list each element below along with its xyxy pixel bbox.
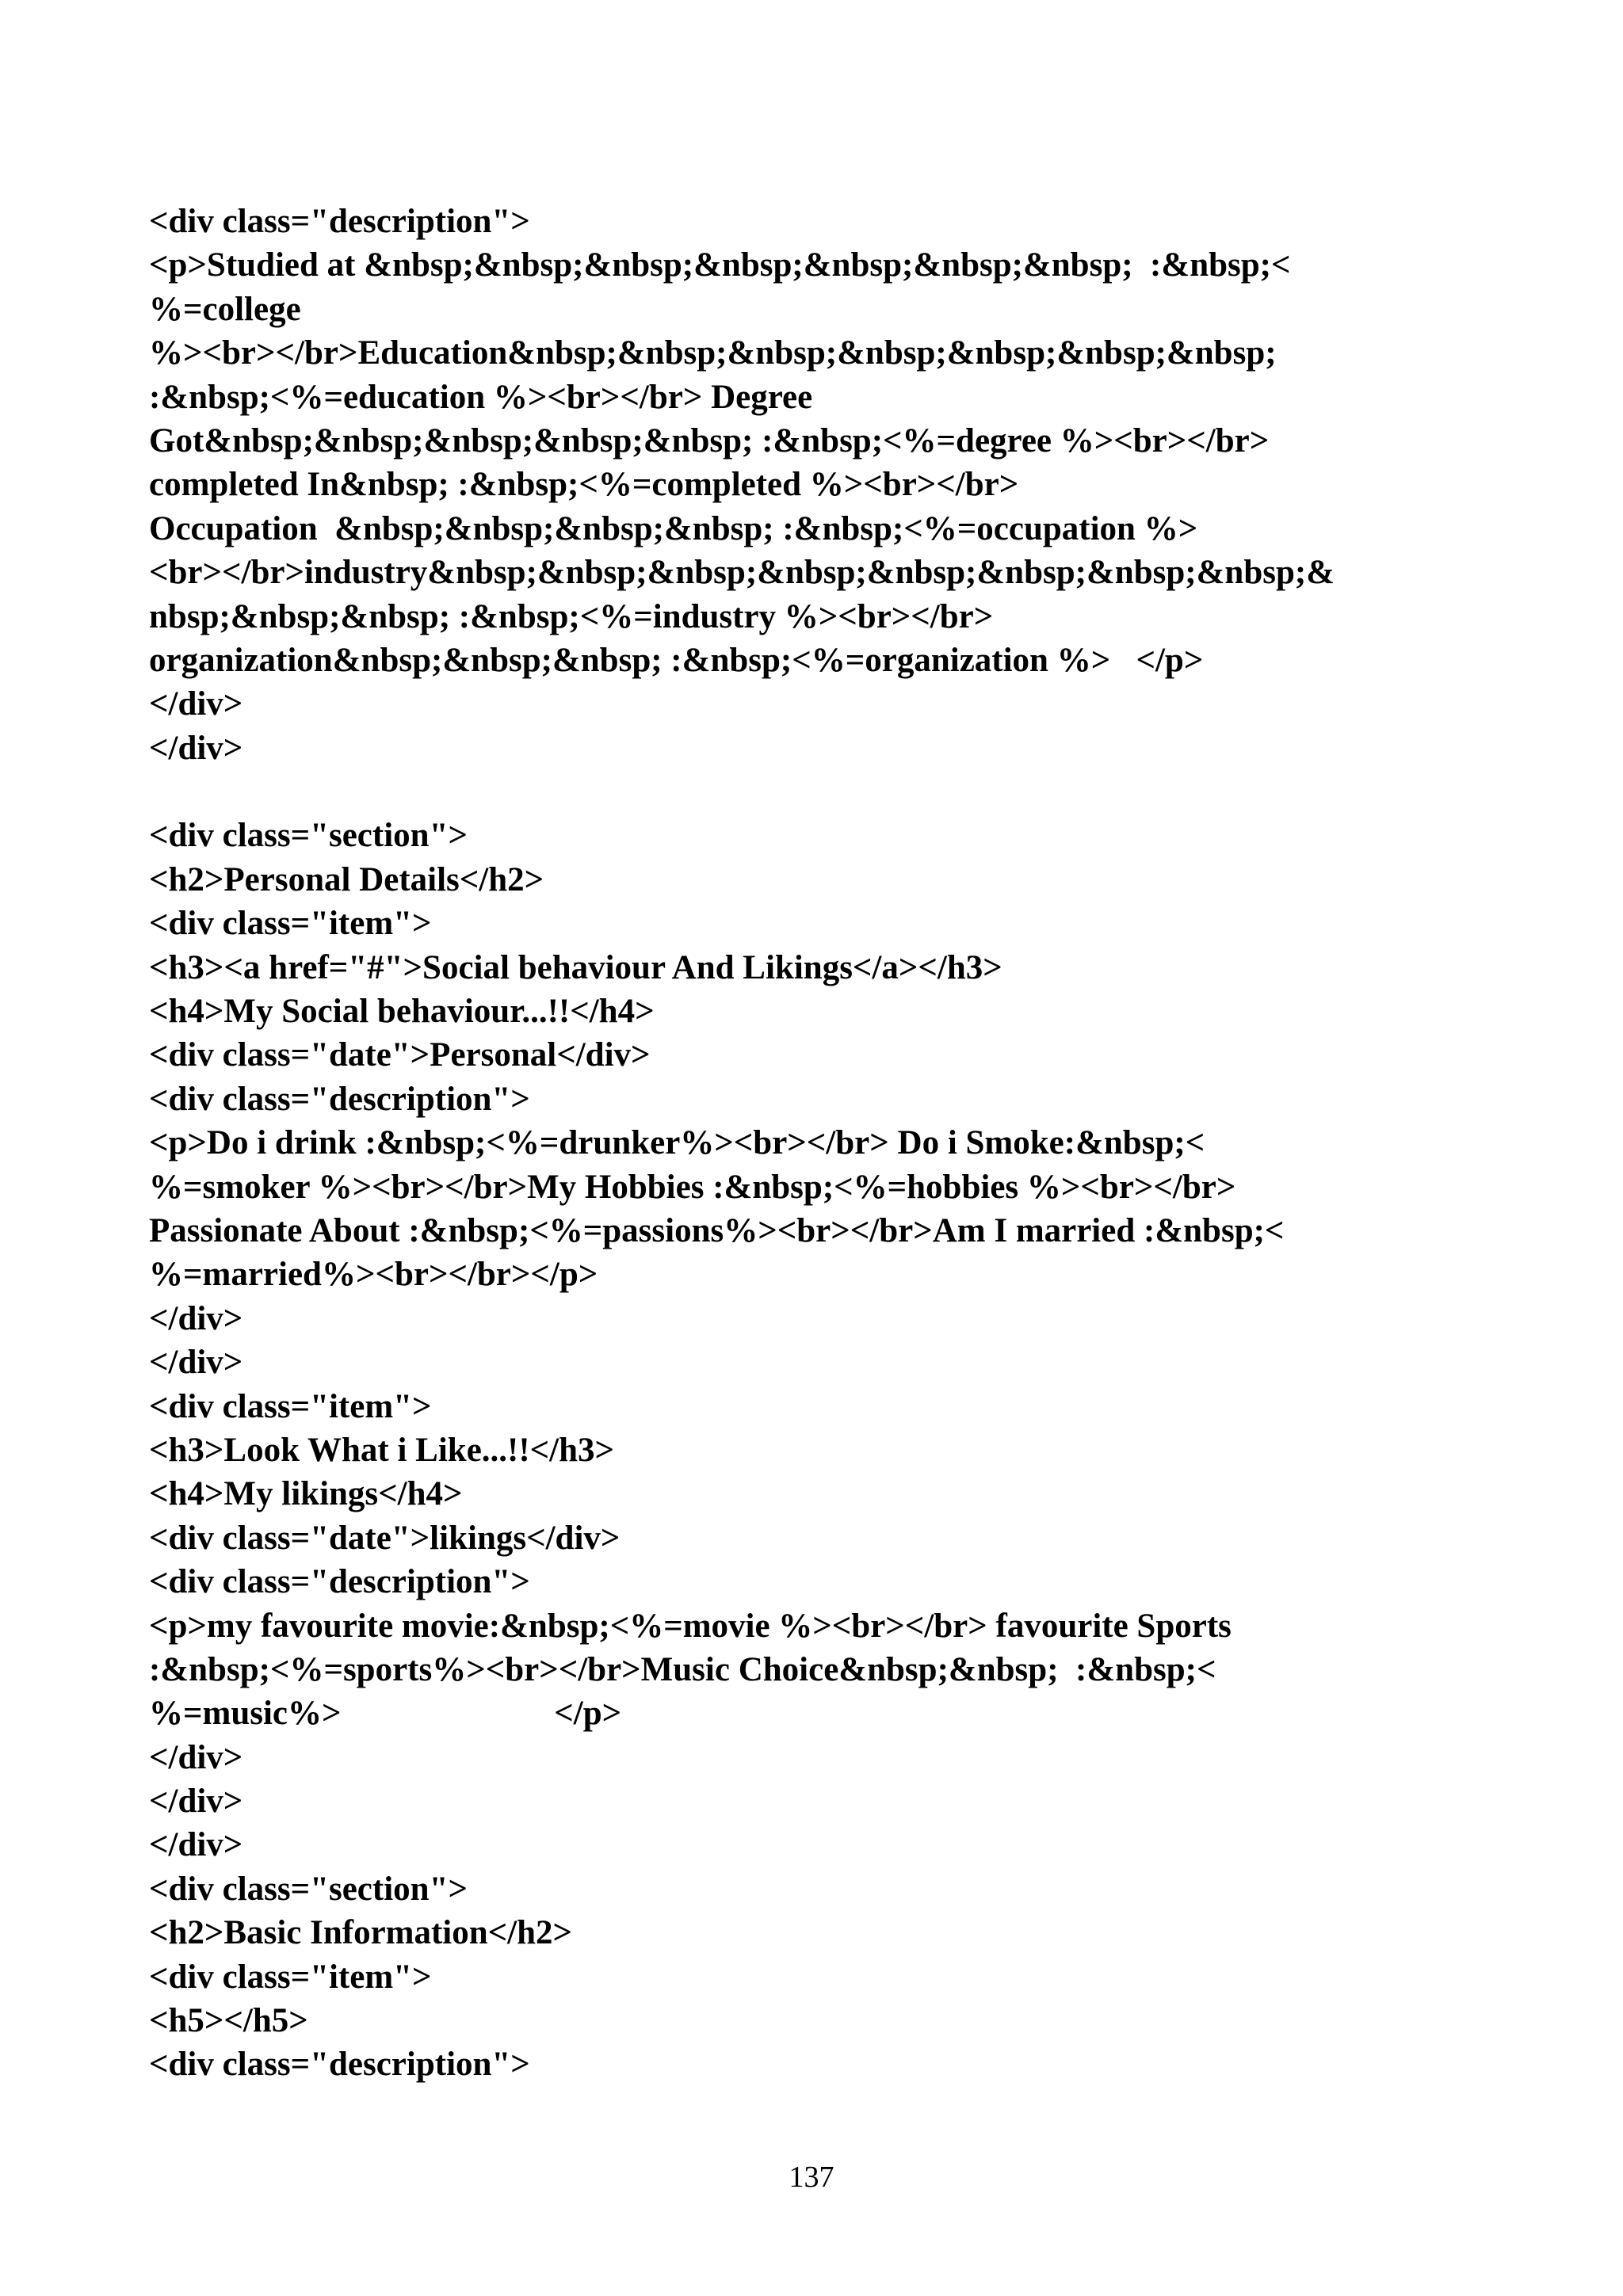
code-line: <div class="section"> <box>149 1870 468 1908</box>
code-line: </div> <box>149 1783 243 1821</box>
code-line: <div class="description"> <box>149 203 530 240</box>
code-line: <div class="item"> <box>149 1387 432 1425</box>
code-line: :&nbsp;<%=sports%><br></br>Music Choice&nbsp;&nbsp; :&nbsp;< <box>149 1650 1216 1688</box>
code-line: %=college <box>149 290 301 328</box>
code-line: Occupation &nbsp;&nbsp;&nbsp;&nbsp; :&nbsp;<%=occupation %> <box>149 509 1198 547</box>
code-line: <p>Studied at &nbsp;&nbsp;&nbsp;&nbsp;&nbsp;&nbsp;&nbsp; :&nbsp;< <box>149 246 1291 284</box>
code-line: completed In&nbsp; :&nbsp;<%=completed %><br></br> <box>149 466 1019 504</box>
code-line: Got&nbsp;&nbsp;&nbsp;&nbsp;&nbsp; :&nbsp;<%=degree %><br></br> <box>149 421 1270 460</box>
code-line: <div class="description"> <box>149 2046 530 2084</box>
code-line: :&nbsp;<%=education %><br></br> Degree <box>149 378 813 416</box>
code-line: <div class="item"> <box>149 905 432 943</box>
code-line: <p>Do i drink :&nbsp;<%=drunker%><br></br> Do i Smoke:&nbsp;< <box>149 1124 1205 1162</box>
code-line: <h5></h5> <box>149 2002 308 2040</box>
code-line: </div> <box>149 1738 243 1776</box>
code-line: </div> <box>149 1299 243 1337</box>
code-line: </div> <box>149 1826 243 1864</box>
code-line: <h3>Look What i Like...!!</h3> <box>149 1431 615 1469</box>
code-line: <h4>My likings</h4> <box>149 1475 463 1513</box>
code-line: </div> <box>149 729 243 767</box>
code-line: %=married%><br></br></p> <box>149 1256 598 1294</box>
code-line: </div> <box>149 685 243 723</box>
code-line: <div class="date">Personal</div> <box>149 1036 651 1074</box>
code-line: <h2>Basic Information</h2> <box>149 1914 573 1952</box>
code-line: <div class="item"> <box>149 1958 432 1996</box>
code-line: <h4>My Social behaviour...!!</h4> <box>149 993 655 1031</box>
code-line: nbsp;&nbsp;&nbsp; :&nbsp;<%=industry %><br></br> <box>149 597 994 635</box>
page-number: 137 <box>789 2161 834 2194</box>
code-line: Passionate About :&nbsp;<%=passions%><br></br>Am I married :&nbsp;< <box>149 1211 1285 1249</box>
code-line: %><br></br>Education&nbsp;&nbsp;&nbsp;&nbsp;&nbsp;&nbsp;&nbsp; <box>149 334 1277 372</box>
code-line: %=music%> </p> <box>149 1695 622 1733</box>
code-line: <h3><a href="#">Social behaviour And Likings</a></h3> <box>149 948 1002 986</box>
code-line: <div class="description"> <box>149 1563 530 1601</box>
code-line: organization&nbsp;&nbsp;&nbsp; :&nbsp;<%=organization %> </p> <box>149 641 1204 679</box>
blank-line <box>149 770 1496 814</box>
code-line: <br></br>industry&nbsp;&nbsp;&nbsp;&nbsp;&nbsp;&nbsp;&nbsp;&nbsp;& <box>149 554 1335 592</box>
code-listing <box>149 200 1496 2087</box>
code-line: <p>my favourite movie:&nbsp;<%=movie %><br></br> favourite Sports <box>149 1607 1232 1645</box>
code-line: <div class="section"> <box>149 817 468 855</box>
code-line: <div class="date">likings</div> <box>149 1519 621 1557</box>
code-line: <div class="description"> <box>149 1080 530 1118</box>
code-line: <h2>Personal Details</h2> <box>149 860 544 898</box>
code-line: </div> <box>149 1344 243 1382</box>
code-line: %=smoker %><br></br>My Hobbies :&nbsp;<%=hobbies %><br></br> <box>149 1168 1236 1206</box>
